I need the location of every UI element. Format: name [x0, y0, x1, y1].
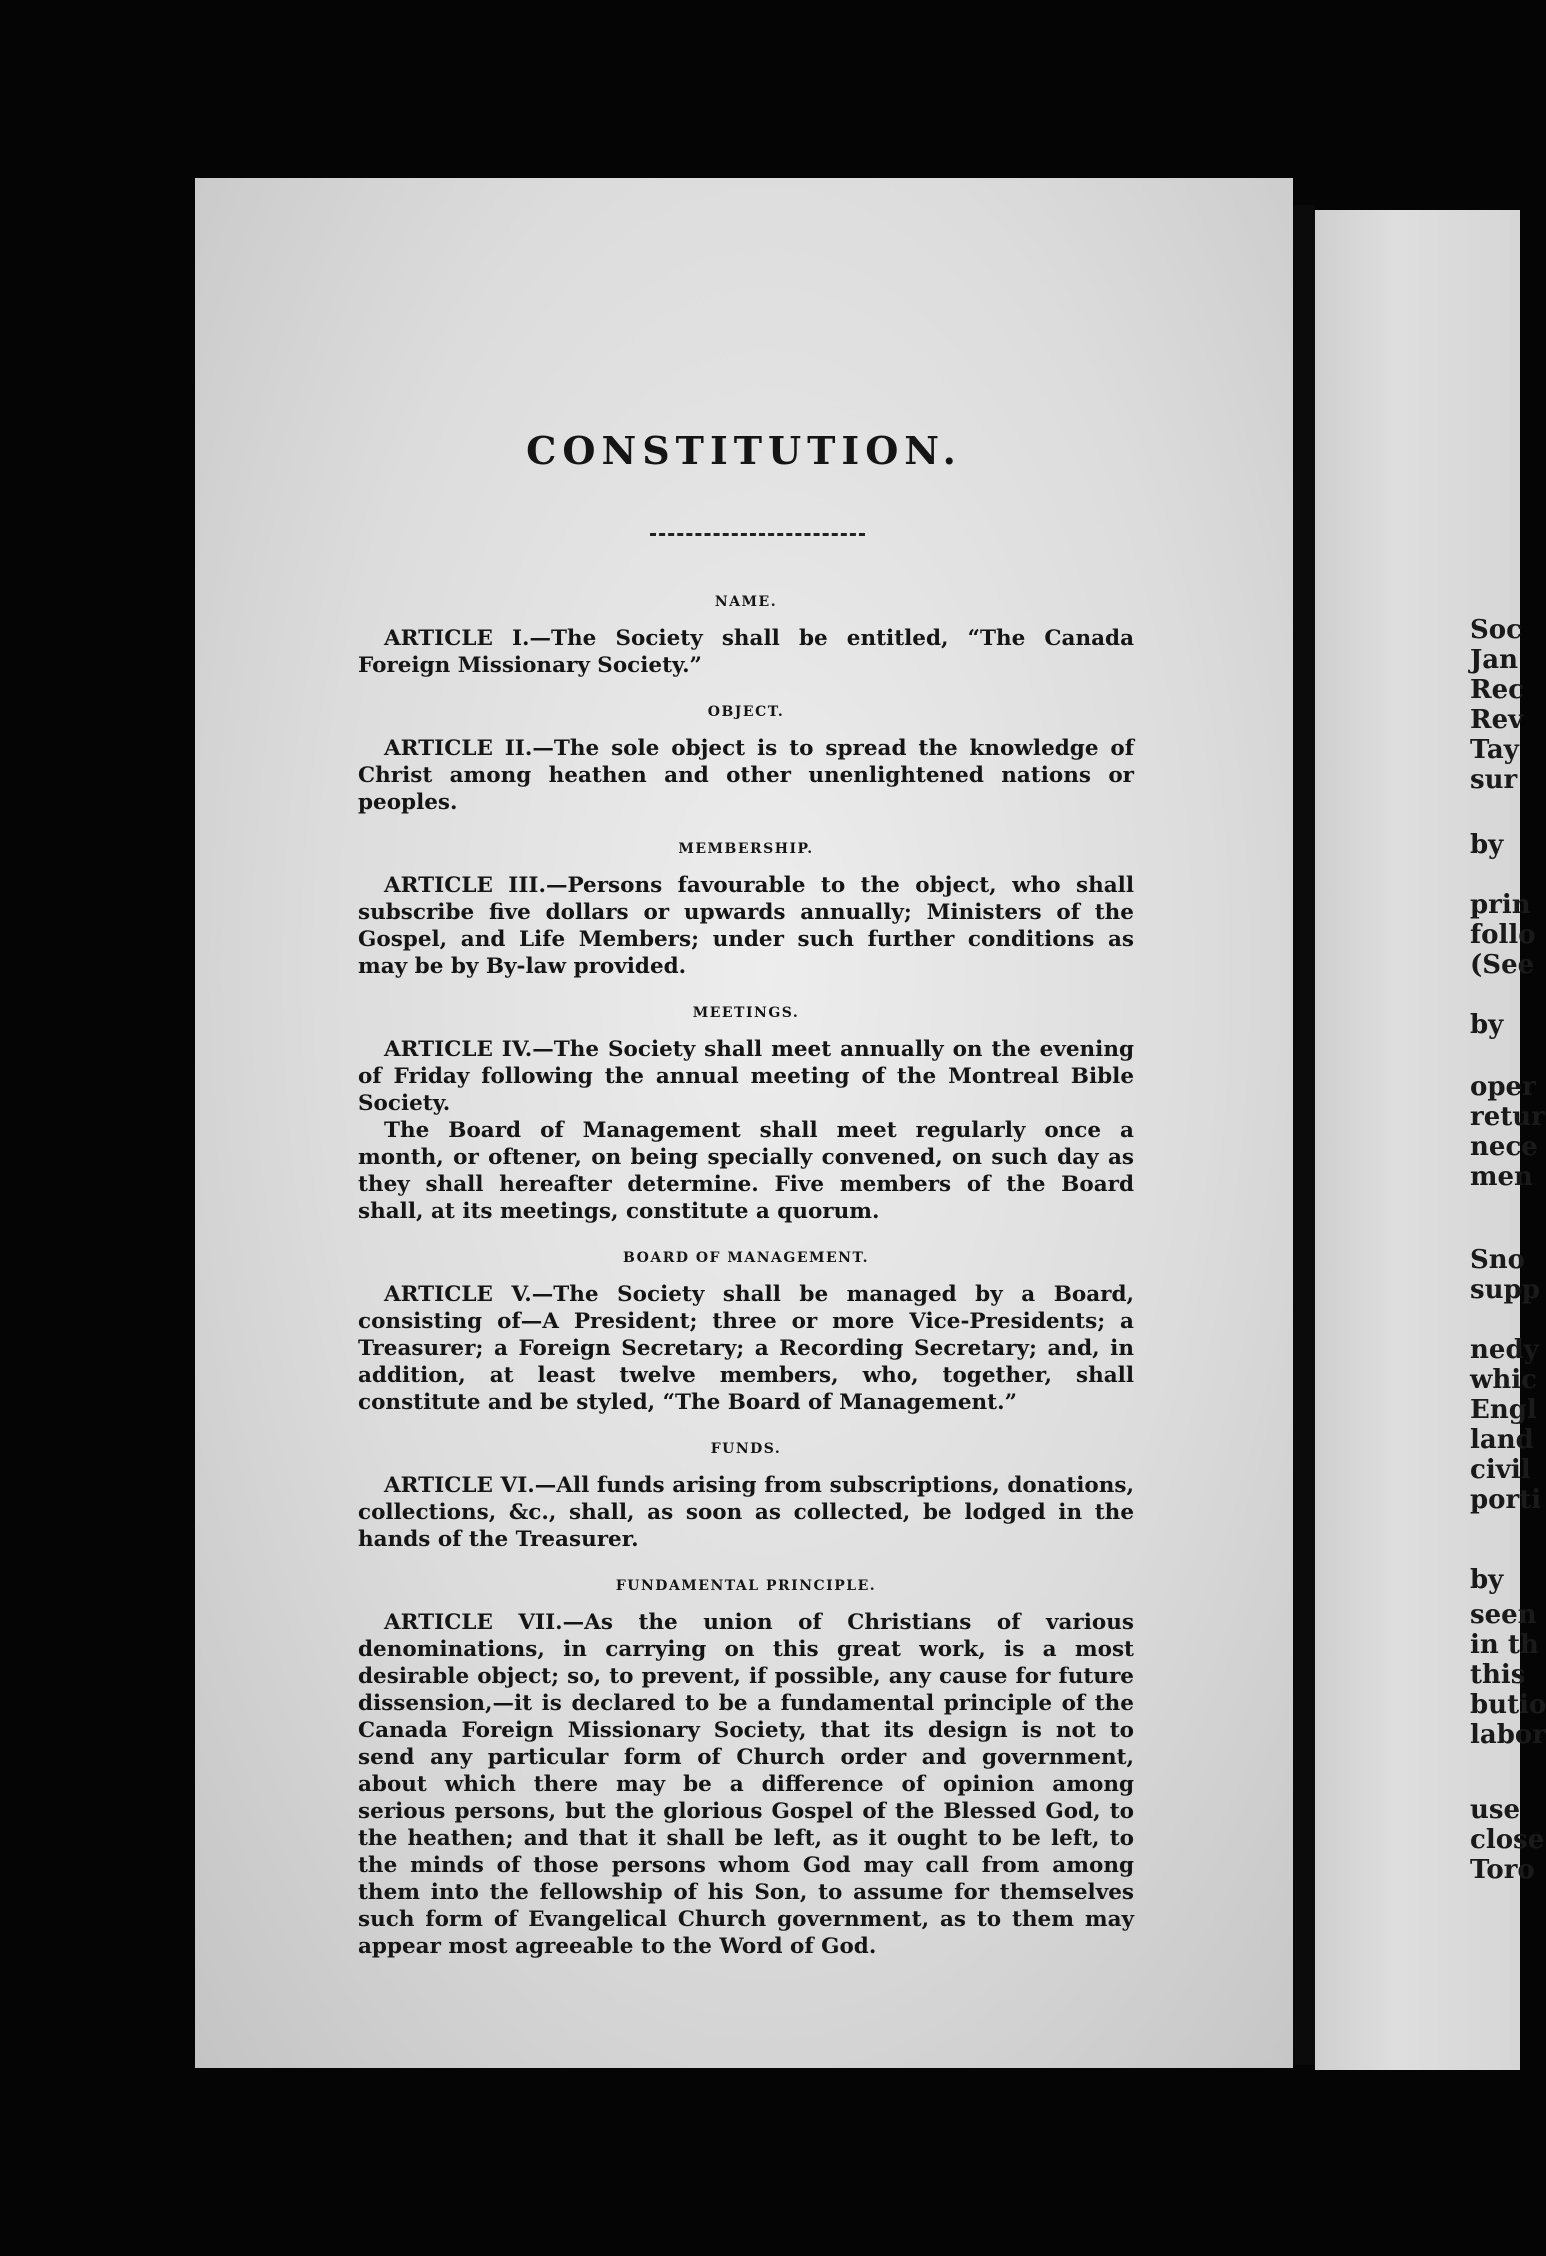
adjacent-fragment: civil	[1470, 1455, 1531, 1485]
adjacent-fragment: by	[1470, 1010, 1504, 1040]
adjacent-fragment: Soc	[1470, 615, 1522, 645]
adjacent-fragment: sur	[1470, 765, 1518, 795]
section-heading: NAME.	[714, 594, 778, 610]
adjacent-fragment: nedy	[1470, 1335, 1539, 1365]
section-heading: BOARD OF MANAGEMENT.	[623, 1250, 869, 1266]
adjacent-fragment: prin	[1470, 890, 1531, 920]
adjacent-fragment: Rev	[1470, 705, 1524, 735]
adjacent-fragment: by	[1470, 1565, 1504, 1595]
adjacent-fragment: use	[1470, 1795, 1521, 1825]
adjacent-fragment: men	[1470, 1162, 1533, 1192]
adjacent-fragment: oper	[1470, 1072, 1536, 1102]
adjacent-fragment: butio	[1470, 1690, 1546, 1720]
document-page	[195, 178, 1293, 2068]
section-heading: FUNDS.	[710, 1441, 782, 1457]
section-heading: MEMBERSHIP.	[678, 841, 814, 857]
article-paragraph: ARTICLE IV.—The Society shall meet annually on the evening of Friday following the annual meeting of the Montreal Bible Society.	[358, 1037, 1134, 1116]
adjacent-fragment: Rec	[1470, 675, 1524, 705]
section-heading: OBJECT.	[707, 704, 785, 720]
adjacent-fragment: porti	[1470, 1485, 1542, 1515]
adjacent-fragment: Sno	[1470, 1245, 1526, 1275]
adjacent-fragment: by	[1470, 830, 1504, 860]
adjacent-fragment: retur	[1470, 1102, 1545, 1132]
page-title: CONSTITUTION.	[526, 428, 962, 473]
adjacent-fragment: Jan	[1470, 645, 1519, 675]
article-paragraph: ARTICLE VI.—All funds arising from subscriptions, donations, collections, &c., shall, as soon as collected, be lodged in the hands of the Treasurer.	[358, 1473, 1134, 1552]
adjacent-fragment: Tay	[1470, 735, 1519, 765]
article-paragraph: ARTICLE VII.—As the union of Christians of various denominations, in carrying on this great work, is a most desirable object; so, to prevent, if possible, any cause for future dissension,—it is declared to be a fundamental principle of the Canada Foreign Missionary Society, that its design is not to send any particular form of Church order and government, about which there may be a difference of opinion among serious persons, but the glorious Gospel of the Blessed God, to the heathen; and that it shall be left, as it ought to be left, to the minds of those persons whom God may call from among them into the fellowship of his Son, to assume for themselves such form of Evangelical Church government, as to them may appear most agreeable to the Word of God.	[358, 1610, 1134, 1959]
adjacent-fragment: seen	[1470, 1600, 1537, 1630]
article-paragraph: ARTICLE I.—The Society shall be entitled, “The Canada Foreign Missionary Society.”	[358, 626, 1134, 678]
book-gutter	[1293, 205, 1315, 2065]
title-divider	[650, 533, 865, 536]
adjacent-fragment: supp	[1470, 1275, 1540, 1305]
adjacent-fragment: land	[1470, 1425, 1534, 1455]
adjacent-fragment: whic	[1470, 1365, 1537, 1395]
article-paragraph: The Board of Management shall meet regularly once a month, or oftener, on being specially convened, on such day as they shall hereafter determine. Five members of the Board shall, at its meetings, constitute a quorum.	[358, 1118, 1134, 1224]
adjacent-fragment: Toro	[1470, 1855, 1535, 1885]
article-paragraph: ARTICLE II.—The sole object is to spread the knowledge of Christ among heathen and other unenlightened nations or peoples.	[358, 736, 1134, 815]
adjacent-fragment: labor	[1470, 1720, 1546, 1750]
constitution-body	[358, 593, 1134, 1960]
adjacent-fragment: (See	[1470, 950, 1535, 980]
adjacent-fragment: close	[1470, 1825, 1545, 1855]
section-heading: MEETINGS.	[692, 1005, 800, 1021]
adjacent-fragment: in th	[1470, 1630, 1539, 1660]
adjacent-fragment: nece	[1470, 1132, 1538, 1162]
adjacent-fragment: follo	[1470, 920, 1536, 950]
article-paragraph: ARTICLE V.—The Society shall be managed by a Board, consisting of—A President; three or more Vice-Presidents; a Treasurer; a Foreign Secretary; a Recording Secretary; and, in addition, at least twelve members, who, together, shall constitute and be styled, “The Board of Management.”	[358, 1282, 1134, 1415]
section-heading: FUNDAMENTAL PRINCIPLE.	[615, 1578, 877, 1594]
article-paragraph: ARTICLE III.—Persons favourable to the object, who shall subscribe five dollars or upwards annually; Ministers of the Gospel, and Life Members; under such further conditions as may be by By-law provided.	[358, 873, 1134, 979]
adjacent-fragment: this	[1470, 1660, 1526, 1690]
adjacent-fragment: Engl	[1470, 1395, 1537, 1425]
